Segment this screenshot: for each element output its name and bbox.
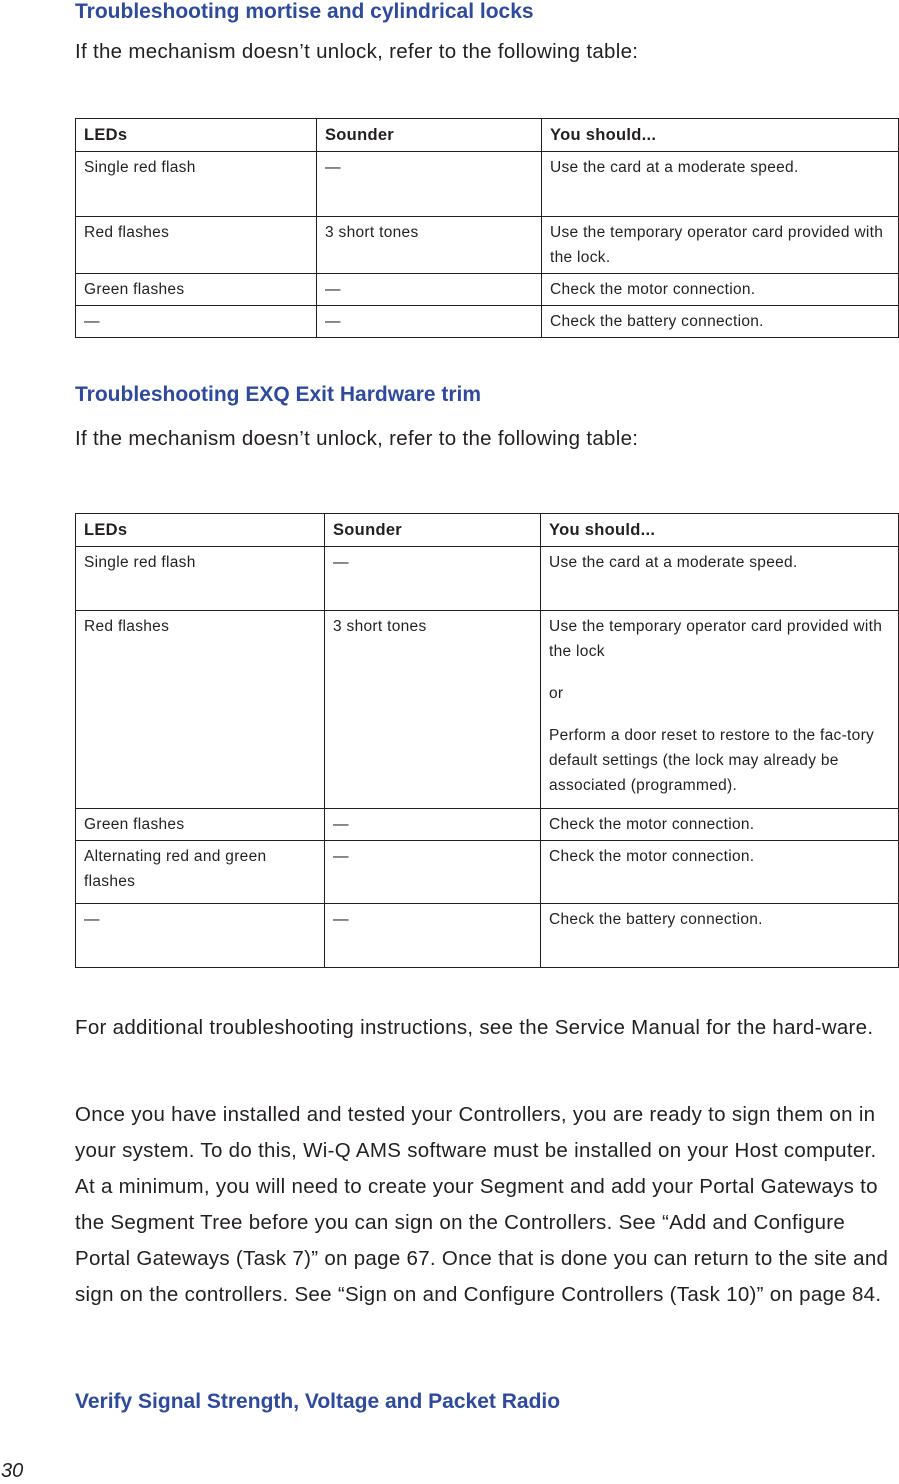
cell-leds: Alternating red and green flashes xyxy=(76,841,325,904)
section-intro-mortise-locks: If the mechanism doesn’t unlock, refer to the following table: xyxy=(75,40,639,63)
section-heading-mortise-locks: Troubleshooting mortise and cylindrical locks xyxy=(75,0,534,23)
cell-sounder: — xyxy=(325,809,541,841)
section-intro-exq-exit-hardware: If the mechanism doesn’t unlock, refer to the following table: xyxy=(75,427,639,450)
table-header-row xyxy=(76,119,899,152)
cell-action-alternative: Perform a door reset to restore to the fac-tory default settings (the lock may already be associated (programmed). xyxy=(549,727,875,794)
cell-action-primary: Use the temporary operator card provided with the lock xyxy=(549,618,883,660)
cell-sounder: — xyxy=(317,306,542,338)
cell-action: Use the card at a moderate speed. xyxy=(542,152,899,217)
cell-action: Check the battery connection. xyxy=(541,904,899,968)
column-header-sounder: Sounder xyxy=(325,514,541,547)
column-header-action: You should... xyxy=(542,119,899,152)
cell-action: Check the motor connection. xyxy=(542,274,899,306)
cell-leds: Red flashes xyxy=(76,217,317,274)
table-row xyxy=(76,904,899,968)
page-number: 30 xyxy=(1,1460,24,1482)
cell-action: Check the battery connection. xyxy=(542,306,899,338)
column-header-action: You should... xyxy=(541,514,899,547)
table-row xyxy=(76,152,899,217)
table-row xyxy=(76,841,899,904)
table-row xyxy=(76,547,899,611)
table-row xyxy=(76,274,899,306)
cell-sounder: 3 short tones xyxy=(325,611,541,809)
table-row xyxy=(76,809,899,841)
cell-action: Check the motor connection. xyxy=(541,809,899,841)
cell-action: Use the card at a moderate speed. xyxy=(541,547,899,611)
cell-sounder: — xyxy=(325,904,541,968)
table-header-row xyxy=(76,514,899,547)
cell-sounder: — xyxy=(317,152,542,217)
cell-sounder: — xyxy=(325,841,541,904)
cell-leds: Single red flash xyxy=(76,547,325,611)
table-row xyxy=(76,306,899,338)
cell-action: Use the temporary operator card provided with the lock. xyxy=(542,217,899,274)
cell-leds: Green flashes xyxy=(76,809,325,841)
column-header-leds: LEDs xyxy=(76,119,317,152)
column-header-sounder: Sounder xyxy=(317,119,542,152)
section-heading-verify-signal: Verify Signal Strength, Voltage and Packet Radio xyxy=(75,1390,561,1413)
column-header-leds: LEDs xyxy=(76,514,325,547)
cell-leds: — xyxy=(76,306,317,338)
cell-action xyxy=(541,611,899,809)
cell-sounder: 3 short tones xyxy=(317,217,542,274)
troubleshooting-table-mortise-locks xyxy=(75,118,899,338)
section-heading-exq-exit-hardware: Troubleshooting EXQ Exit Hardware trim xyxy=(75,383,482,406)
table-row xyxy=(76,217,899,274)
table-row xyxy=(76,611,899,809)
cell-leds: — xyxy=(76,904,325,968)
cell-sounder: — xyxy=(325,547,541,611)
cell-action-or: or xyxy=(549,685,564,702)
paragraph-sign-on-controllers: Once you have installed and tested your Controllers, you are ready to sign them on in your system. To do this, Wi-Q AMS software must be installed on your Host computer. At a minimum, you will need to create your Segment and add your Portal Gateways to the Segment Tree before you can sign on the Controllers. See “Add and Configure Portal Gateways (Task 7)” on page 67. Once that is done you can return to the site and sign on the controllers. See “Sign on and Configure Controllers (Task 10)” on page 84. xyxy=(75,1103,889,1306)
troubleshooting-table-exq-exit-hardware xyxy=(75,513,899,968)
cell-leds: Red flashes xyxy=(76,611,325,809)
cell-leds: Single red flash xyxy=(76,152,317,217)
cell-action: Check the motor connection. xyxy=(541,841,899,904)
cell-leds: Green flashes xyxy=(76,274,317,306)
paragraph-additional-troubleshooting: For additional troubleshooting instructions, see the Service Manual for the hard-ware. xyxy=(75,1016,874,1039)
cell-sounder: — xyxy=(317,274,542,306)
